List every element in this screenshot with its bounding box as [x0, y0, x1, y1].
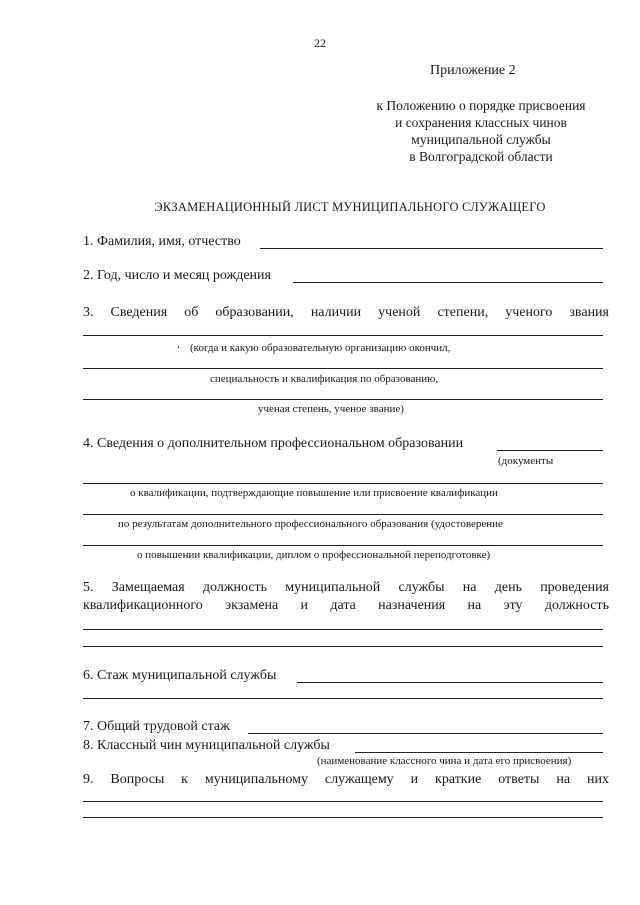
- item-5-field-line[interactable]: [83, 646, 603, 647]
- item-9-label: 9. Вопросы к муниципальному служащему и краткие ответы на них: [83, 772, 609, 787]
- item-2-label: 2. Год, число и месяц рождения: [83, 268, 271, 283]
- item-3-caption: специальность и квалификация по образованию,: [210, 373, 439, 385]
- item-3-caption: (когда и какую образовательную организацию окончил,: [190, 342, 451, 354]
- item-6-field-line[interactable]: [83, 698, 603, 699]
- item-4-field-line[interactable]: [83, 545, 603, 546]
- item-4-field-line[interactable]: [83, 514, 603, 515]
- item-9-field-line[interactable]: [83, 817, 603, 818]
- item-7-field-line[interactable]: [248, 733, 603, 734]
- item-4-caption: о квалификации, подтверждающие повышение или присвоение квалификации: [130, 487, 498, 499]
- item-8-field-line[interactable]: [355, 752, 603, 753]
- item-4-label: 4. Сведения о дополнительном профессиональном образовании: [83, 436, 464, 451]
- appendix-reference-line: и сохранения классных чинов: [395, 115, 567, 130]
- item-4-field-line[interactable]: [497, 450, 603, 451]
- item-4-caption: (документы: [498, 455, 554, 467]
- item-5-label-continued: квалификационного экзамена и дата назначения на эту должность: [83, 598, 609, 613]
- item-5-field-line[interactable]: [83, 629, 603, 630]
- appendix-reference-line: в Волгоградской области: [409, 149, 553, 164]
- item-4-caption: о повышении квалификации, диплом о профессиональной переподготовке): [137, 549, 491, 561]
- item-1-label: 1. Фамилия, имя, отчество: [83, 234, 241, 249]
- item-8-caption: (наименование классного чина и дата его присвоения): [317, 755, 572, 767]
- item-3-field-line[interactable]: [83, 368, 603, 369]
- page-number: 22: [314, 36, 326, 50]
- item-1-field-line[interactable]: [260, 248, 603, 249]
- appendix-reference-line: к Положению о порядке присвоения: [376, 98, 586, 113]
- item-6-label: 6. Стаж муниципальной службы: [83, 668, 277, 683]
- item-6-field-line[interactable]: [297, 682, 603, 683]
- item-3-caption: ученая степень, ученое звание): [258, 403, 404, 415]
- document-title: ЭКЗАМЕНАЦИОННЫЙ ЛИСТ МУНИЦИПАЛЬНОГО СЛУЖАЩЕГО: [154, 200, 546, 214]
- appendix-reference-line: муниципальной службы: [411, 132, 551, 147]
- item-4-field-line[interactable]: [83, 483, 603, 484]
- item-3-mark: ,: [177, 338, 180, 350]
- item-9-field-line[interactable]: [83, 801, 603, 802]
- item-5-label: 5. Замещаемая должность муниципальной службы на день проведения: [83, 580, 609, 595]
- item-8-label: 8. Классный чин муниципальной службы: [83, 738, 330, 753]
- item-3-field-line[interactable]: [83, 399, 603, 400]
- item-3-label: 3. Сведения об образовании, наличии ученой степени, ученого звания: [83, 305, 609, 320]
- item-2-field-line[interactable]: [293, 282, 603, 283]
- item-4-caption: по результатам дополнительного профессионального образования (удостоверение: [118, 518, 503, 530]
- appendix-title: Приложение 2: [430, 63, 516, 78]
- item-7-label: 7. Общий трудовой стаж: [83, 719, 230, 734]
- item-3-field-line[interactable]: [83, 335, 603, 336]
- appendix-reference: [360, 97, 602, 165]
